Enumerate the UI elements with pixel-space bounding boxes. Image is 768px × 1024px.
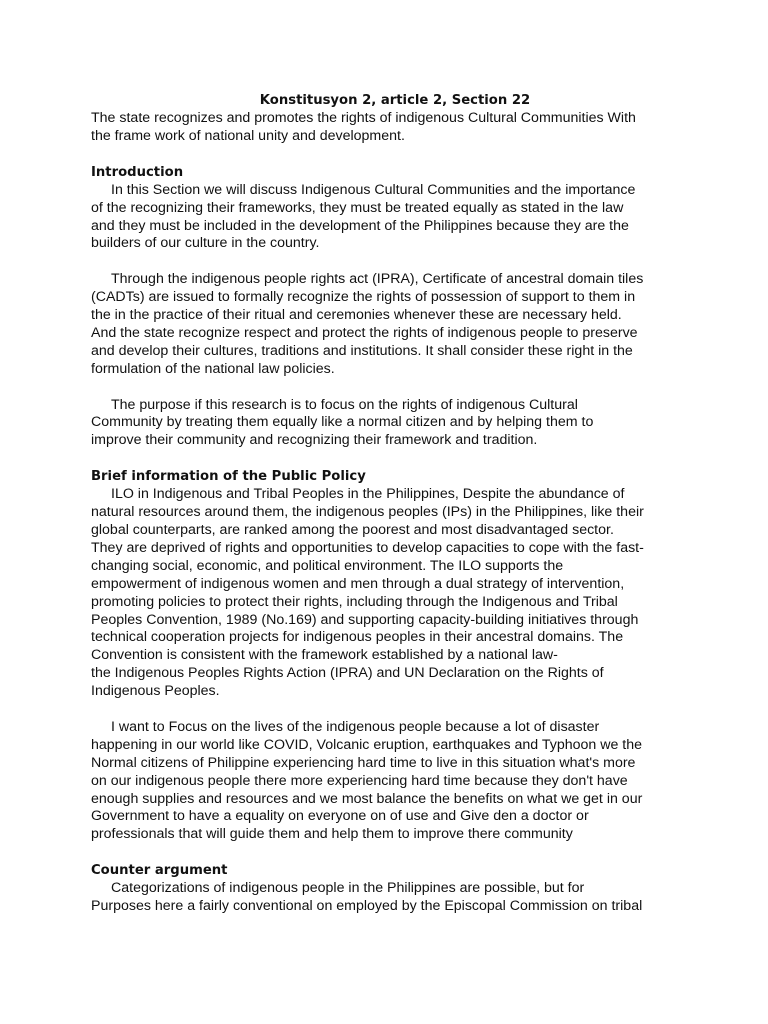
document-title: Konstitusyon 2, article 2, Section 22 [259,93,531,108]
document-page [91,92,691,916]
spacer [91,146,691,164]
introduction-paragraph-3: The purpose if this research is to focus on the rights of indigenous Cultural Community by treating them equally like a normal citizen and by helping them to improve their community and recognizing their framework and tradition. [91,396,594,449]
preamble-text: The state recognizes and promotes the rights of indigenous Cultural Communities With the frame work of national unity and development. [91,110,636,144]
introduction-heading: Introduction [91,164,184,180]
spacer [91,379,691,397]
counter-argument-heading: Counter argument [91,863,228,879]
brief-info-paragraph-1: ILO in Indigenous and Tribal Peoples in the Philippines, Despite the abundance of natural resources around them, the indigenous peoples (IPs) in the Philippines, like their global counterparts, are ranked among the poorest and most disadvantaged sector. They are deprived of rights and opportunities to develop capacities to cope with the fast- changing social, economic, and political environment. The ILO supports the empowerment of indigenous women and men through a dual strategy of intervention, promoting policies to protect their rights, including through the Indigenous and Tribal Peoples Convention, 1989 (No.169) and supporting capacity-building initiatives through technical cooperation projects for indigenous peoples in their ancestral domains. The Convention is consistent with the framework established by a national law- the Indigenous Peoples Rights Action (IPRA) and UN Declaration on the Rights of Indigenous Peoples. [91,486,644,700]
introduction-paragraph-2: Through the indigenous people rights act (IPRA), Certificate of ancestral domain tiles (CADTs) are issued to formally recognize the rights of possession of support to them in the in the practice of their ritual and ceremonies whenever these are necessary held. And the state recognize respect and protect the rights of indigenous people to preserve and develop their cultures, traditions and institutions. It shall consider these right in the formulation of the national law policies. [91,271,644,377]
spacer [91,701,691,719]
brief-info-heading: Brief information of the Public Policy [91,469,366,485]
spacer [91,844,691,862]
introduction-paragraph-1: In this Section we will discuss Indigenous Cultural Communities and the importance of the recognizing their frameworks, they must be treated equally as stated in the law and they must be included in the development of the Philippines because they are the builders of our culture in the country. [91,181,636,252]
spacer [91,450,691,468]
counter-argument-paragraph-1: Categorizations of indigenous people in the Philippines are possible, but for Purposes here a fairly conventional on employed by the Episcopal Commission on tribal [91,880,643,915]
brief-info-paragraph-2: I want to Focus on the lives of the indigenous people because a lot of disaster happening in our world like COVID, Volcanic eruption, earthquakes and Typhoon we the Normal citizens of Philippine experiencing hard time to live in this situation what's more on our indigenous people there more experiencing hard time because they don't have enough supplies and resources and we most balance the benefits on what we get in our Government to have a equality on everyone on of use and Give den a doctor or professionals that will guide them and help them to improve there community [91,718,643,843]
spacer [91,253,691,271]
